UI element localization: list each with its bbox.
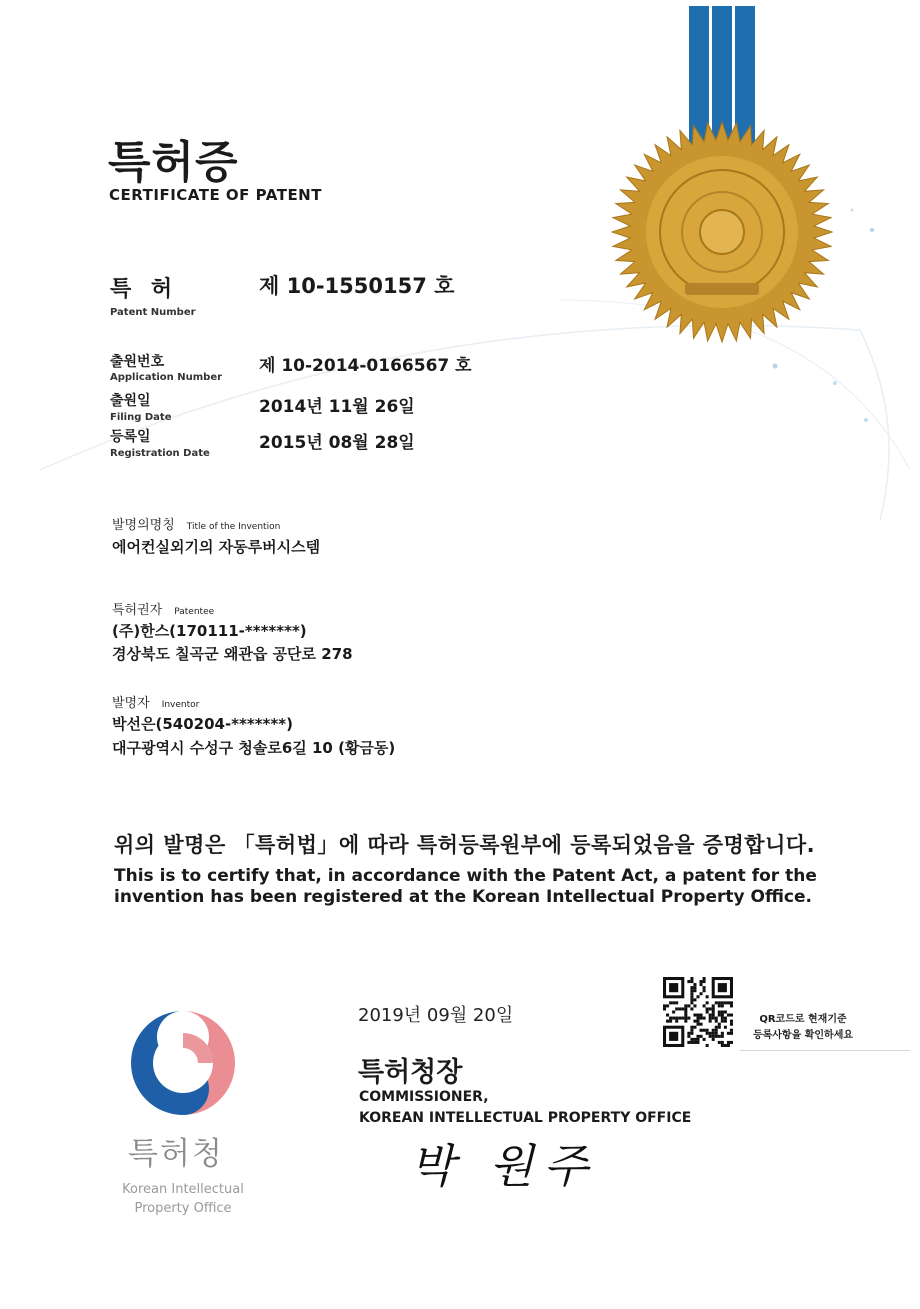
registration-date-label: 등록일 (110, 429, 151, 445)
certification-statement-en: This is to certify that, in accordance with the Patent Act, a patent for the invention has been registered at the Korean Intellectual Property Office. (114, 866, 817, 907)
patentee-label: 특허권자 Patentee (112, 603, 215, 618)
divider-line (740, 1050, 910, 1051)
commissioner-title-ko: 특허청장 (358, 1057, 463, 1088)
invention-title-label-en: Title of the Invention (186, 522, 281, 532)
filing-date-label-en: Filing Date (110, 412, 172, 423)
inventor-label: 발명자 Inventor (112, 696, 200, 711)
certificate-title-en: CERTIFICATE OF PATENT (109, 186, 322, 204)
inventor-label-en: Inventor (161, 700, 200, 710)
application-number-label: 출원번호 (110, 354, 165, 370)
qr-instruction-line2: 등록사항을 확인하세요 (752, 1030, 854, 1041)
patentee-label-en: Patentee (174, 607, 215, 617)
kipo-name-ko: 특허청 (128, 1136, 224, 1172)
kipo-name-en (108, 1180, 258, 1218)
certificate-title-ko: 특허증 (108, 137, 239, 188)
invention-title-value: 에어컨실외기의 자동루버시스템 (112, 538, 321, 556)
patent-number-value: 제 10-1550157 호 (259, 274, 455, 298)
qr-instruction (743, 1012, 863, 1044)
certification-statement-ko: 위의 발명은 「특허법」에 따라 특허등록원부에 등록되었음을 증명합니다. (114, 833, 816, 857)
inventor-address: 대구광역시 수성구 청솔로6길 10 (황금동) (112, 739, 396, 757)
registration-date-value: 2015년 08월 28일 (259, 433, 415, 453)
commissioner-title-en (359, 1087, 691, 1129)
patent-number-label-en: Patent Number (110, 307, 196, 318)
kipo-taegeuk-logo (128, 1008, 238, 1118)
registration-date-label-en: Registration Date (110, 448, 210, 459)
filing-date-label: 출원일 (110, 393, 151, 409)
patentee-address: 경상북도 칠곡군 왜관읍 공단로 278 (112, 645, 353, 663)
commissioner-title-en-line2: KOREAN INTELLECTUAL PROPERTY OFFICE (359, 1110, 692, 1126)
application-number-value: 제 10-2014-0166567 호 (259, 356, 472, 376)
patent-number-label: 특 허 (110, 277, 179, 302)
patentee-name: (주)한스(170111-*******) (112, 622, 307, 640)
issue-date: 2019년 09월 20일 (358, 1005, 514, 1026)
qr-code[interactable] (663, 977, 733, 1047)
inventor-name: 박선은(540204-*******) (112, 715, 293, 733)
qr-instruction-line1: QR코드로 현재기준 (759, 1014, 847, 1025)
application-number-label-en: Application Number (110, 372, 223, 383)
filing-date-value: 2014년 11월 26일 (259, 397, 415, 417)
kipo-name-en-line2: Property Office (134, 1201, 232, 1216)
kipo-name-en-line1: Korean Intellectual (122, 1182, 244, 1197)
commissioner-title-en-line1: COMMISSIONER, (359, 1089, 489, 1105)
gold-seal-emblem (605, 0, 845, 345)
invention-title-label: 발명의명칭 Title of the Invention (112, 518, 281, 533)
commissioner-signature: 박 원주 (410, 1139, 598, 1193)
